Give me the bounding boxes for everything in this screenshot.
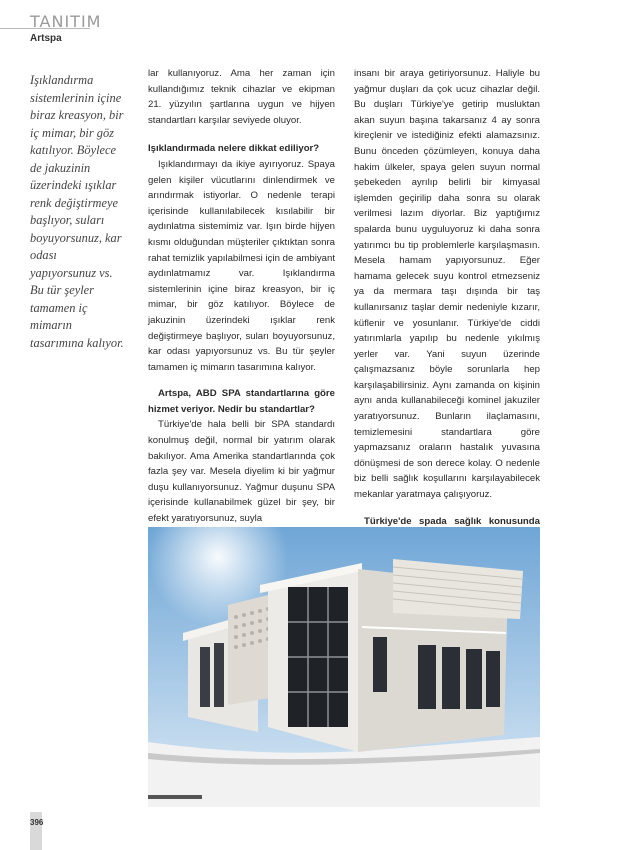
interview-question: Türkiye'de spada sağlık konusunda xyxy=(364,515,540,527)
text-column-1 xyxy=(148,66,335,527)
paragraph: Işıklandırmayı da ikiye ayırıyoruz. Spaya gelen kişiler vücutlarını dinlendirmek ve arındırmak istiyorlar. O nedenle terapi içerisinde kullanılabilecek kısılabilir bir aydınlatma sistemimiz var. Işın birde hijyen kısmı olduğundan müşteriler çıktıktan sonra rahat temizlik yapılabilmesi için de ambiyant aydınlatmamız var. Işıklandırma sistemlerinin içine biraz kreasyon, bir iç mimar, bir göz katılıyor. Böylece de jakuzinin üzerindeki ışıklar renk değiştirmeye başlıyor, suları boyuyorsunuz, kar odası yapıyorsunuz vs. Bu tür şeyler tamamen iç mimarın tasarımına kalıyor. xyxy=(148,158,335,373)
paragraph: Türkiye'de hala belli bir SPA standardı konulmuş değil, normal bir yatırım olarak bakılıyor. Ama Amerika standartlarında çok fazla şey var. Mesela diyelim ki bir yağmur duşu kullanıyorsunuz. Yağmur duşunu SPA içerisinde kullanabilmek güzel bir şey, bir efekt yaratıyorsunuz, suyla xyxy=(148,419,335,525)
section-subtitle: Artspa xyxy=(30,33,62,44)
pull-quote: Işıklandırma sistemlerinin içine biraz kreasyon, bir iç mimar, bir göz katılıyor. Böylece de jakuzinin üzerindeki ışıklar renk değiştirmeye başlıyor, suları boyuyorsunuz, kar odası yapıyorsunuz vs. Bu tür şeyler tamamen iç mimarın tasarımına kalıyor. xyxy=(30,73,124,350)
text-column-2 xyxy=(354,66,540,560)
building-rendering-photo xyxy=(148,527,540,807)
paragraph: insanı bir araya getiriyorsunuz. Haliyle bu yağmur duşları da çok ucuz cihazlar değil. Bu duşları Türkiye'ye getirip musluktan akan suyun başına takarsanız 4 ay sonra kireçlenir ve istediğiniz efekti alamazsınız. Bunu önceden çözümleyen, konuya daha hakim ülkeler, spaya gelen suyun normal şebekeden ayrılıp belirli bir kimyasal işlemden geçirilip daha sonra su olarak verilmesi lazım diyorlar. Biz yaptığımız spalarda bunu uyguluyoruz ki daha sonra yatırımcı bu tip problemlerle karşılaşmasın. Mesela hamam yapıyorsunuz. Eğer hamama gelecek suyu kontrol etmezseniz ya da mermara taşı dışında bir taş kullanırsanız taşlar demir nedeniyle kızarır, küflenir ve yosunlanır. Türkiye'de ciddi yatırımlarla yapılıp bu nedenle yıkılmış yerler var. Yani suyun üzerinde çalışmazsanız böyle sorunlarla hep karşılaşabilirsiniz. Aynı zamanda on kişinin aynı anda kullanabileceği kominel jakuziler yaratıyorsunuz. Bunların ilaçlamasını, temizlemesini standartlara göre yapmazsanız oraların hastalık yuvasına dönüşmesi de son derece kolay. O nedenle biz belli sağlık koşullarını karşılayabilecek mekanlar yaratmaya çalışıyoruz. xyxy=(354,68,540,501)
section-title: TANITIM xyxy=(30,12,102,31)
interview-question: Işıklandırmada nelere dikkat ediliyor? xyxy=(148,143,320,155)
page-number: 396 xyxy=(30,818,44,827)
interview-question: Artspa, ABD SPA standartlarına göre hizmet veriyor. Nedir bu standartlar? xyxy=(148,388,335,415)
paragraph: lar kullanıyoruz. Ama her zaman için kullandığımız teknik cihazlar ve ekipman 21. yüzyılın şartlarına uygun ve hijyen standartları karşılar seviyede oluyor. xyxy=(148,68,335,126)
